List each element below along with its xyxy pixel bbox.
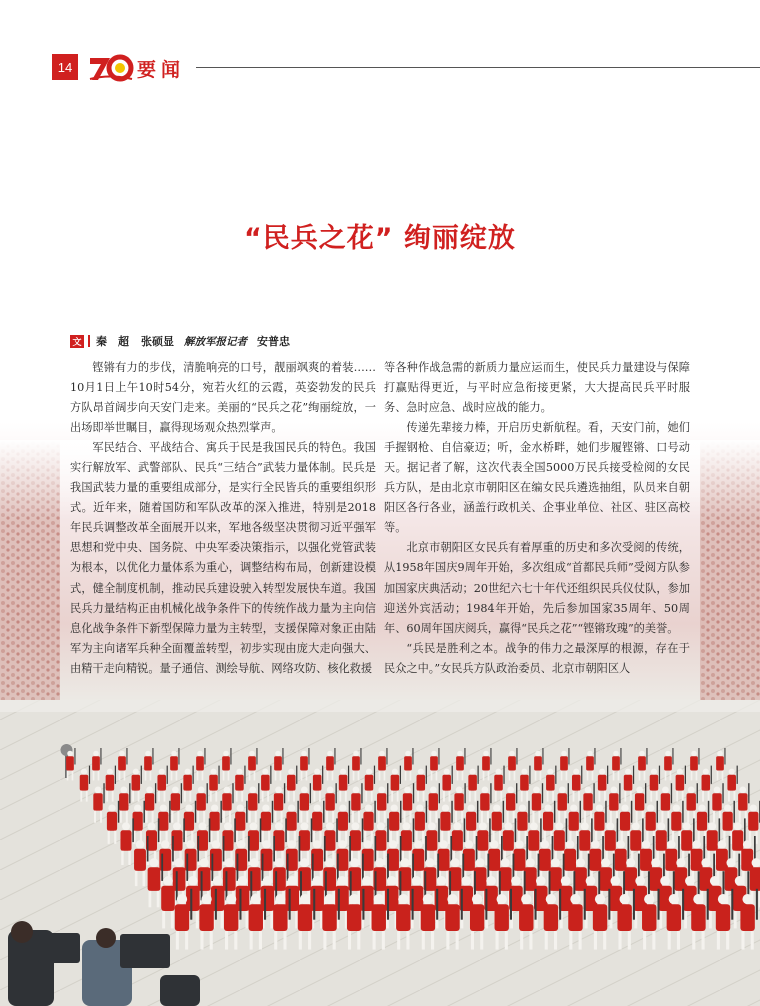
anniversary-70-logo xyxy=(88,52,134,82)
author-name: 安普忠 xyxy=(257,335,290,348)
paragraph: 等各种作战急需的新质力量应运而生，使民兵力量建设与保障打赢贴得更近，与平时应急衔接更紧，大大提高民兵平时服务、急时应急、战时应战的能力。 xyxy=(384,361,690,415)
paragraph: 铿锵有力的步伐，清脆响亮的口号，靓丽飒爽的着装……10月1日上午10时54分，宛若火红的云霞，英姿勃发的民兵方队昂首阔步向天安门走来。美丽的“民兵之花”绚丽绽放，一出场即举世瞩目，赢得现场观众热烈掌声。 xyxy=(70,361,376,435)
byline-divider xyxy=(88,335,90,347)
author-name: 张硕显 xyxy=(141,335,174,348)
article-column-right xyxy=(384,358,690,679)
section-title: 要闻 xyxy=(137,59,186,81)
byline-mark: 文 xyxy=(70,335,84,348)
paragraph: 北京市朝阳区女民兵有着厚重的历史和多次受阅的传统，从1958年国庆9周年开始，多次组成“首都民兵师”受阅方队参加国家庆典活动；20世纪六七十年代还组织民兵仪仗队，参加迎送外宾活动；1984年开始，先后参加国家35周年、50周年、60周年国庆阅兵，赢得“民兵之花”“铿锵玫瑰”的美誉。 xyxy=(384,541,690,635)
paragraph: 军民结合、平战结合、寓兵于民是我国民兵的特色。我国实行解放军、武警部队、民兵“三结合”武装力量体制。民兵是我国武装力量的重要组成部分，是实行全民皆兵的重要组织形式。近年来，随着国防和军队改革的深入推进，特别是2018年民兵调整改革全面展开以来，军地各级坚决贯彻习近平强军思想和党中央、国务院、中央军委决策指示，以强化党管武装为根本，以优化力量体系为重心，调整结构布局，创新建设模式，健全制度机制，推动民兵建设驶入转型发展快车道。我国民兵力量结构正由机械化战争条件下的传统作战力量为主向信息化战争条件下新型保障力量为主转型，支援保障对象正由陆军为主向诸军兵种全面覆盖转型，初步实现由庞大走向强大、由精干走向精锐。量子通信、测绘导航、网络攻防、核化救援 xyxy=(70,441,376,675)
paragraph: “兵民是胜利之本。战争的伟力之最深厚的根源，存在于民众之中。”女民兵方队政治委员、北京市朝阳区人 xyxy=(384,641,690,675)
article-column-left xyxy=(70,358,376,679)
author-role: 解放军报记者 xyxy=(184,335,247,348)
page-number: 14 xyxy=(52,54,78,80)
header-rule xyxy=(196,67,760,68)
author-name: 秦 超 xyxy=(96,335,129,348)
paragraph: 传递先辈接力棒，开启历史新航程。看，天安门前，她们手握钢枪、自信豪迈；听，金水桥畔，她们步履铿锵、口号动天。据记者了解，这次代表全国5000万民兵接受检阅的女民兵方队，是由北京市朝阳区在编女民兵遴选抽组，队员来自朝阳区各行各业，涵盖行政机关、企事业单位、社区、驻区高校等。 xyxy=(384,421,690,535)
byline xyxy=(70,333,290,349)
article-title: “民兵之花” 绚丽绽放 xyxy=(244,223,516,254)
